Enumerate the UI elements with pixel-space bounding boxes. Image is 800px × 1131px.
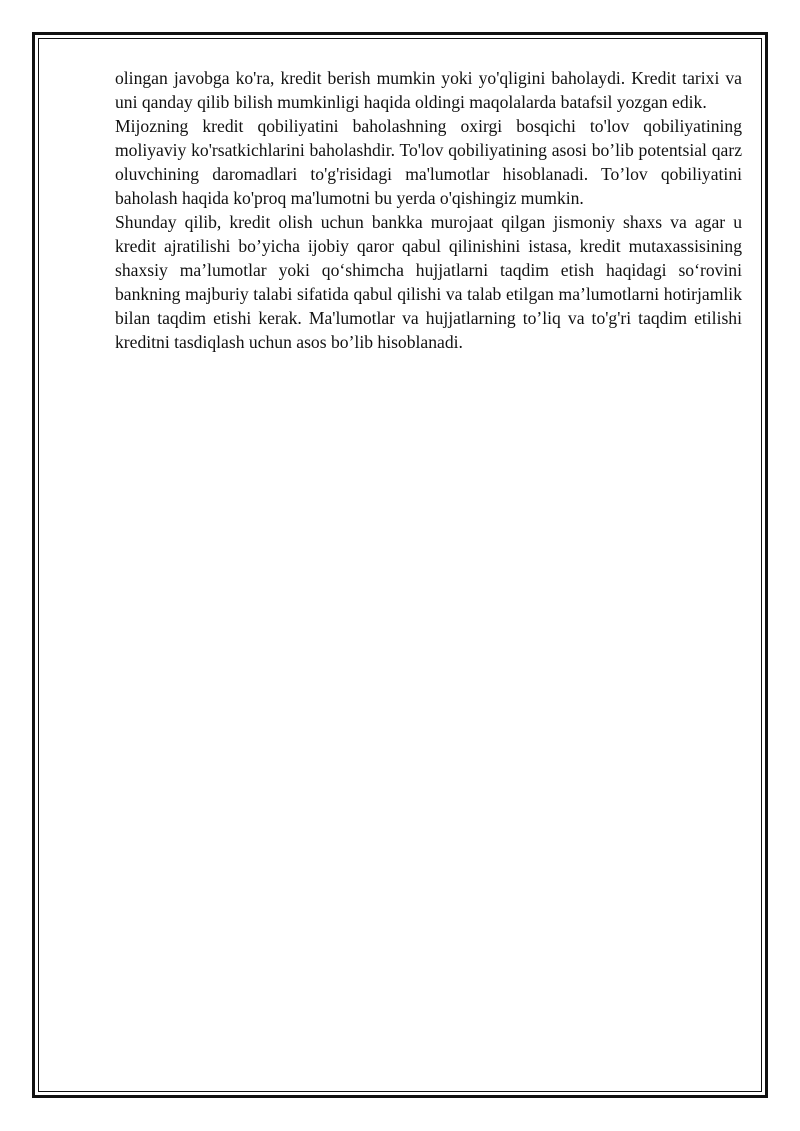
paragraph-3: Shunday qilib, kredit olish uchun bankka murojaat qilgan jismoniy shaxs va agar u kredit ajratilishi bo’yicha ijobiy qaror qabul qilinishini istasa, kredit mutaxassisining shaxsiy ma’lumotlar yoki qo‘shimcha hujjatlarni taqdim etish haqidagi so‘rovini bankning majburiy talabi sifatida qabul qilishi va talab etilgan ma’lumotlarni hotirjamlik bilan taqdim etishi kerak. Ma'lumotlar va hujjatlarning to’liq va to'g'ri taqdim etilishi kreditni tasdiqlash uchun asos bo’lib hisoblanadi. — [115, 212, 742, 352]
document-body — [115, 66, 742, 354]
paragraph-2: Mijozning kredit qobiliyatini baholashning oxirgi bosqichi to'lov qobiliyatining moliyaviy ko'rsatkichlarini baholashdir. To'lov qobiliyatining asosi bo’lib potentsial qarz oluvchining daromadlari to'g'risidagi ma'lumotlar hisoblanadi. To’lov qobiliyatini baholash haqida ko'proq ma'lumotni bu yerda o'qishingiz mumkin. — [115, 116, 742, 208]
paragraph-1: olingan javobga ko'ra, kredit berish mumkin yoki yo'qligini baholaydi. Kredit tarixi va uni qanday qilib bilish mumkinligi haqida oldingi maqolalarda batafsil yozgan edik. — [115, 68, 742, 112]
